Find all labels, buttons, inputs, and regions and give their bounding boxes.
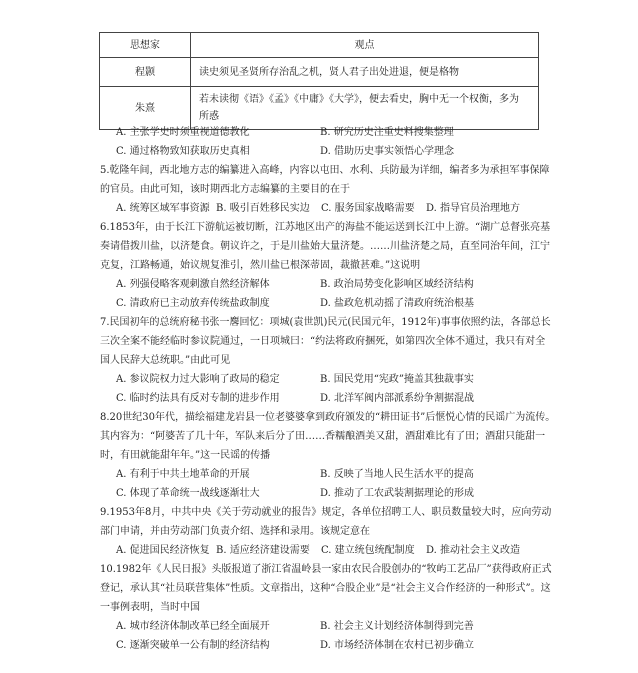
q7-option-a: A. 参议院权力过大影响了政局的稳定 bbox=[116, 374, 280, 385]
q8-option-d: D. 推动了工农武装割据理论的形成 bbox=[320, 488, 475, 499]
q10-stem-line: 登记，承认其“社员联营集体”性质。文章指出，这种“合股企业”是“社会主义合作经济的一种形式”。这 bbox=[100, 583, 551, 594]
q10-option-c: C. 逐渐突破单一公有制的经济结构 bbox=[116, 640, 270, 651]
q8-option-c: C. 体现了革命统一战线逐渐壮大 bbox=[116, 488, 260, 499]
q4-option-b: B. 研究历史注重史料搜集整理 bbox=[320, 127, 454, 138]
q10-option-d: D. 市场经济体制在农村已初步确立 bbox=[320, 640, 475, 651]
q6-stem-line: 克复，江路畅通，始议规复淮引，然川盐已根深蒂固，裁撤甚难。”这说明 bbox=[100, 260, 421, 271]
thinker-name: 程颢 bbox=[100, 58, 191, 87]
table-header-view: 观点 bbox=[191, 33, 539, 58]
q10-stem-line: 一事例表明，当时中国 bbox=[100, 602, 200, 613]
q5-option-d: D. 指导官员治理地方 bbox=[426, 203, 521, 214]
q9-option-b: B. 适应经济建设需要 bbox=[216, 545, 310, 556]
q8-option-a: A. 有利于中共土地革命的开展 bbox=[116, 469, 250, 480]
q9-option-d: D. 推动社会主义改造 bbox=[426, 545, 521, 556]
q6-option-c: C. 清政府已主动放弃传统盐政制度 bbox=[116, 298, 270, 309]
table-header-thinker: 思想家 bbox=[100, 33, 191, 58]
q8-stem-line: 8.20世纪30年代，描绘福建龙岩县一位老婆婆拿到政府颁发的“耕田证书”后惬悦心情的民谣广为流传。 bbox=[100, 412, 556, 423]
q5-option-b: B. 吸引百姓移民实边 bbox=[216, 203, 310, 214]
thinker-view: 若未读彻《语》《孟》《中庸》《大学》，便去看史，胸中无一个权衡，多为 所惑 bbox=[191, 87, 539, 130]
q8-option-b: B. 反映了当地人民生活水平的提高 bbox=[320, 469, 474, 480]
table-row bbox=[100, 87, 539, 130]
q9-stem-line: 部门申请，并由劳动部门负责介绍、选择和录用。该规定意在 bbox=[100, 526, 370, 537]
q7-stem-line: 三次全案不能经临时参议院通过，一日项城曰：“约法将政府捆死，如第四次全体不通过，我只有对全 bbox=[100, 336, 546, 347]
q10-option-a: A. 城市经济体制改革已经全面展开 bbox=[116, 621, 270, 632]
q4-option-a: A. 主张学史时须重视道德教化 bbox=[116, 127, 250, 138]
q5-option-a: A. 统筹区域军事资源 bbox=[116, 203, 210, 214]
thinkers-table bbox=[99, 32, 539, 130]
q10-stem-line: 10.1982年《人民日报》头版报道了浙江省温岭县一家由农民合股创办的“牧屿工艺品厂”获得政府正式 bbox=[100, 564, 552, 575]
q5-stem-line: 5.乾隆年间，西北地方志的编纂进入高峰，内容以屯田、水利、兵防最为详细，编者多为承担军事保障 bbox=[100, 165, 550, 176]
q8-stem-line: 时，有田就能甜年年。”这一民谣的传播 bbox=[100, 450, 271, 461]
q7-stem-line: 7.民国初年的总统府秘书张一麐回忆：项城(袁世凯)民元(民国元年，1912年)事事依照约法，各部总长 bbox=[100, 317, 551, 328]
q7-option-b: B. 国民党用“宪政”掩盖其独裁事实 bbox=[320, 374, 474, 385]
q6-stem-line: 6.1853年，由于长江下游航运被切断，江苏地区出产的海盐不能运送到长江中上游。“湖广总督张亮基 bbox=[100, 222, 551, 233]
q5-stem-line: 的官员。由此可知，该时期西北方志编纂的主要目的在于 bbox=[100, 184, 350, 195]
q6-option-d: D. 盐政危机动摇了清政府统治根基 bbox=[320, 298, 475, 309]
q4-option-d: D. 借助历史事实领悟心学理念 bbox=[320, 146, 455, 157]
thinker-view: 读史须见圣贤所存治乱之机，贤人君子出处进退，便是格物 bbox=[191, 58, 539, 87]
q8-stem-line: 其内容为：“阿婆苦了几十年，军队来后分了田……香糯酿酒美又甜，酒甜难比有了田；酒甜只能甜一 bbox=[100, 431, 546, 442]
q4-option-c: C. 通过格物致知获取历史真相 bbox=[116, 146, 250, 157]
q6-option-b: B. 政治局势变化影响区域经济结构 bbox=[320, 279, 474, 290]
q9-option-c: C. 建立统包统配制度 bbox=[321, 545, 415, 556]
q9-stem-line: 9.1953年8月，中共中央《关于劳动就业的报告》规定，各单位招聘工人、职员数量较大时，应向劳动 bbox=[100, 507, 552, 518]
q10-option-b: B. 社会主义计划经济体制得到完善 bbox=[320, 621, 474, 632]
q7-option-d: D. 北洋军阀内部派系纷争割据混战 bbox=[320, 393, 475, 404]
thinker-name: 朱熹 bbox=[100, 87, 191, 130]
q9-option-a: A. 促进国民经济恢复 bbox=[116, 545, 210, 556]
table-row bbox=[100, 58, 539, 87]
q7-option-c: C. 临时约法具有反对专制的进步作用 bbox=[116, 393, 280, 404]
q5-option-c: C. 服务国家战略需要 bbox=[321, 203, 415, 214]
q6-option-a: A. 列强侵略客观刺激自然经济解体 bbox=[116, 279, 270, 290]
q6-stem-line: 奏请借拨川盐，以济楚食。朝议许之，于是川盐始大量济楚。……川盐济楚之局，直至同治年间，江宁 bbox=[100, 241, 550, 252]
q7-stem-line: 国人民辞大总统职。”由此可见 bbox=[100, 355, 231, 366]
